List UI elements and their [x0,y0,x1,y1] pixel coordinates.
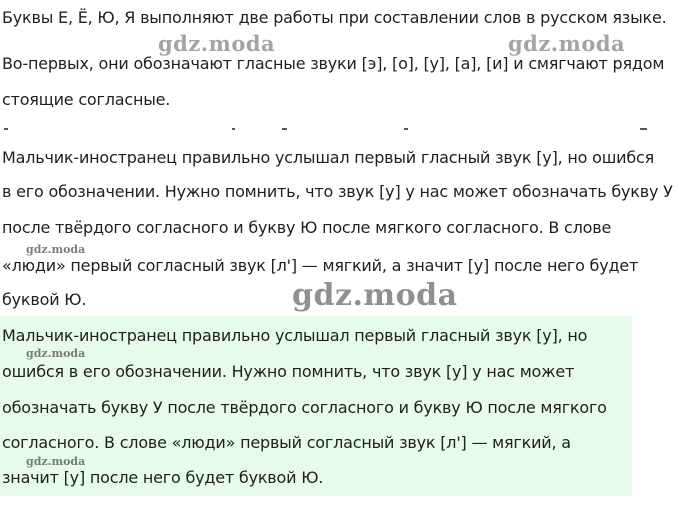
watermark-logo: gdz.moda [508,31,626,56]
watermark-logo: gdz.moda [26,243,86,256]
intro-line-3: стоящие согласные. [2,90,171,109]
answer-highlighted-line-1: Мальчик-иностранец правильно услышал первый гласный звук [у], но [2,326,588,345]
watermark-logo: gdz.moda [292,278,458,313]
answer-plain-line-5: буквой Ю. [2,290,87,309]
intro-line-2: Во-первых, они обозначают гласные звуки [э], [о], [у], [а], [и] и смягчают рядом [2,54,665,73]
answer-highlighted-line-5: значит [у] после него будет буквой Ю. [2,468,324,487]
answer-highlighted-line-4: согласного. В слове «люди» первый согласный звук [л'] — мягкий, а [2,433,571,452]
answer-highlighted-line-2: ошибся в его обозначении. Нужно помнить, что звук [у] у нас может [2,362,575,381]
answer-plain-line-3: после твёрдого согласного и букву Ю после мягкого согласного. В слове [2,218,612,237]
watermark-logo: gdz.moda [26,455,86,468]
answer-plain-line-2: в его обозначении. Нужно помнить, что звук [у] у нас может обозначать букву У [2,182,673,201]
watermark-logo: gdz.moda [158,31,276,56]
answer-highlighted-line-3: обозначать букву У после твёрдого согласного и букву Ю после мягкого [2,398,607,417]
watermark-logo: gdz.moda [26,347,86,360]
intro-line-1: Буквы Е, Ё, Ю, Я выполняют две работы при составлении слов в русском языке. [2,8,667,27]
clipped-text-line [0,126,680,134]
answer-plain-line-1: Мальчик-иностранец правильно услышал первый гласный звук [у], но ошибся [2,148,655,167]
answer-plain-line-4: «люди» первый согласный звук [л'] — мягкий, а значит [у] после него будет [2,256,639,275]
